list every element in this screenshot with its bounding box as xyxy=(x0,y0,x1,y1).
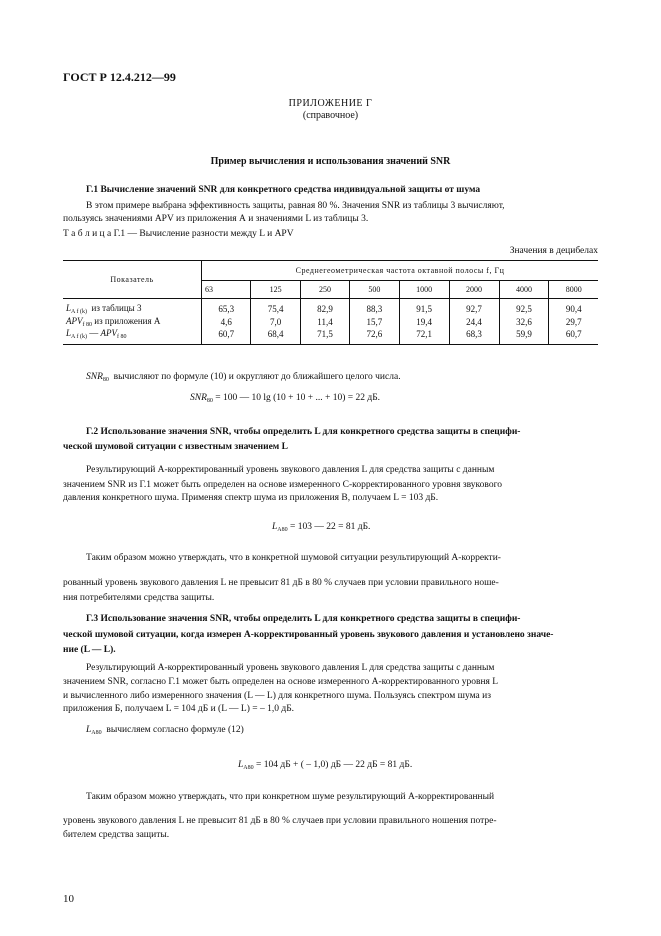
cell: 72,1 xyxy=(399,328,449,344)
freq-cell: 125 xyxy=(251,281,300,299)
cell: 7,0 xyxy=(251,315,300,328)
cell: 29,7 xyxy=(565,316,582,327)
row-label: $APV_{f 80}$ из приложения А xyxy=(63,315,202,328)
g3-paragraph3-line3: бителем средства защиты. xyxy=(63,830,170,840)
section-g2-title-line1: Г.2 Использование значения SNR, чтобы определить L для конкретного средства защиты в специфи- xyxy=(86,427,521,437)
g3-paragraph1-line2: значением SNR, согласно Г.1 может быть определен на основе измеренного A-корректированного уровня L xyxy=(63,677,499,687)
g3-paragraph1-line4: приложения Б, получаем L = 104 дБ и (L — L) = – 1,0 дБ. xyxy=(63,704,295,714)
cell: 75,4 xyxy=(251,299,300,316)
freq-cell: 63 xyxy=(202,281,251,299)
g2-paragraph2-line1: Таким образом можно утверждать, что в конкретной шумовой ситуации результирующий A-корректи- xyxy=(86,553,501,563)
g1-paragraph-line2: пользуясь значениями APV из приложения А и значениями L из таблицы 3. xyxy=(63,214,369,224)
g1-paragraph2: $SNR_{80}$ вычисляют по формуле (10) и округляют до ближайшего целого числа. xyxy=(86,372,401,383)
cell: 68,4 xyxy=(251,328,300,344)
g3-paragraph2: $L_{A80}$ вычисляем согласно формуле (12) xyxy=(86,725,244,736)
cell: 68,3 xyxy=(449,328,499,344)
cell: 65,3 xyxy=(202,299,251,316)
freq-cell: 250 xyxy=(300,281,349,299)
g3-paragraph3-line1: Таким образом можно утверждать, что при конкретном шуме результирующий A-корректированный xyxy=(86,792,495,802)
section-g3-title-line3: ние (L — L). xyxy=(63,645,116,655)
g2-paragraph2-line3: ния потребителями средства защиты. xyxy=(63,593,215,603)
main-title: Пример вычисления и использования значений SNR xyxy=(210,156,451,167)
table-units: Значения в децибелах xyxy=(509,246,598,256)
freq-cell: 4000 xyxy=(499,281,549,299)
header-freq-group: Среднегеометрическая частота октавной полосы f, Гц xyxy=(202,261,599,281)
g2-paragraph1-line2: значением SNR из Г.1 может быть определен на основе измеренного C-корректированного уровня звукового xyxy=(63,480,502,490)
section-g3-title-line2: ческой шумовой ситуации, когда измерен A-корректированный уровень звукового давления и установлено значе- xyxy=(63,630,554,640)
cell: 59,9 xyxy=(499,328,549,344)
appendix-title: ПРИЛОЖЕНИЕ Г xyxy=(288,98,373,109)
cell: 15,7 xyxy=(350,315,399,328)
cell: 4,6 xyxy=(202,315,251,328)
cell: 92,7 xyxy=(449,299,499,316)
cell: 72,6 xyxy=(350,328,399,344)
g2-formula: $L_{A80} = 103$ — 22 = 81 дБ. xyxy=(272,522,371,533)
document-header: ГОСТ Р 12.4.212—99 xyxy=(63,70,176,84)
cell: 90,4 xyxy=(565,304,582,314)
section-g2-title-line2: ческой шумовой ситуации с известным значением L xyxy=(63,442,288,452)
cell: 88,3 xyxy=(350,299,399,316)
g3-paragraph3-line2: уровень звукового давления L не превысит 81 дБ в 80 % случаев при условии правильного ношения потре- xyxy=(63,816,497,826)
cell: 11,4 xyxy=(300,315,349,328)
g2-paragraph2-line2: рованный уровень звукового давления L не превысит 81 дБ в 80 % случаев при условии правильного ноше- xyxy=(63,578,499,588)
freq-cell: 8000 xyxy=(565,285,582,294)
freq-cell: 1000 xyxy=(399,281,449,299)
g3-paragraph1-line3: и вычисленного либо измеренного значения (L — L) для конкретного шума. Пользуясь спектром шума из xyxy=(63,691,491,701)
g2-paragraph1-line3: давления конкретного шума. Применяя спектр шума из приложения В, получаем L = 103 дБ. xyxy=(63,493,439,503)
cell: 91,5 xyxy=(399,299,449,316)
row-label: $L_{A f (k)}$ — $APV_{f 80}$ xyxy=(63,328,202,344)
g2-paragraph1-line1: Результирующий A-корректированный уровень звукового давления L для средства защиты с данным xyxy=(86,465,495,475)
table-caption: Т а б л и ц а Г.1 — Вычисление разности между L и APV xyxy=(63,229,294,239)
freq-cell: 2000 xyxy=(449,281,499,299)
cell: 60,7 xyxy=(202,328,251,344)
cell: 24,4 xyxy=(449,315,499,328)
appendix-subtitle: (справочное) xyxy=(302,110,359,121)
cell: 19,4 xyxy=(399,315,449,328)
cell: 60,7 xyxy=(565,329,582,340)
g1-paragraph-line1: В этом примере выбрана эффективность защиты, равная 80 %. Значения SNR из таблицы 3 вычисляют, xyxy=(86,201,505,211)
g3-formula: $L_{A80} = 104$ дБ + ( – 1,0) дБ — 22 дБ = 81 дБ. xyxy=(238,760,413,771)
section-g3-title-line1: Г.3 Использование значения SNR, чтобы определить L для конкретного средства защиты в специфи- xyxy=(86,614,521,624)
row-label: $L_{A f (k)}$ из таблицы 3 xyxy=(63,299,202,316)
freq-cell: 500 xyxy=(350,281,399,299)
cell: 32,6 xyxy=(499,315,549,328)
page-number: 10 xyxy=(63,893,74,905)
table-g1 xyxy=(63,260,598,345)
cell: 82,9 xyxy=(300,299,349,316)
cell: 71,5 xyxy=(300,328,349,344)
cell: 92,5 xyxy=(499,299,549,316)
g3-paragraph1-line1: Результирующий A-корректированный уровень звукового давления L для средства защиты с данным xyxy=(86,663,495,673)
section-g1-title: Г.1 Вычисление значений SNR для конкретного средства индивидуальной защиты от шума xyxy=(86,185,481,195)
g1-formula: $SNR_{80} = 100$ — 10 lg (10 + 10 + ... + 10) = 22 дБ. xyxy=(190,393,381,404)
header-indicator: Показатель xyxy=(63,261,202,299)
